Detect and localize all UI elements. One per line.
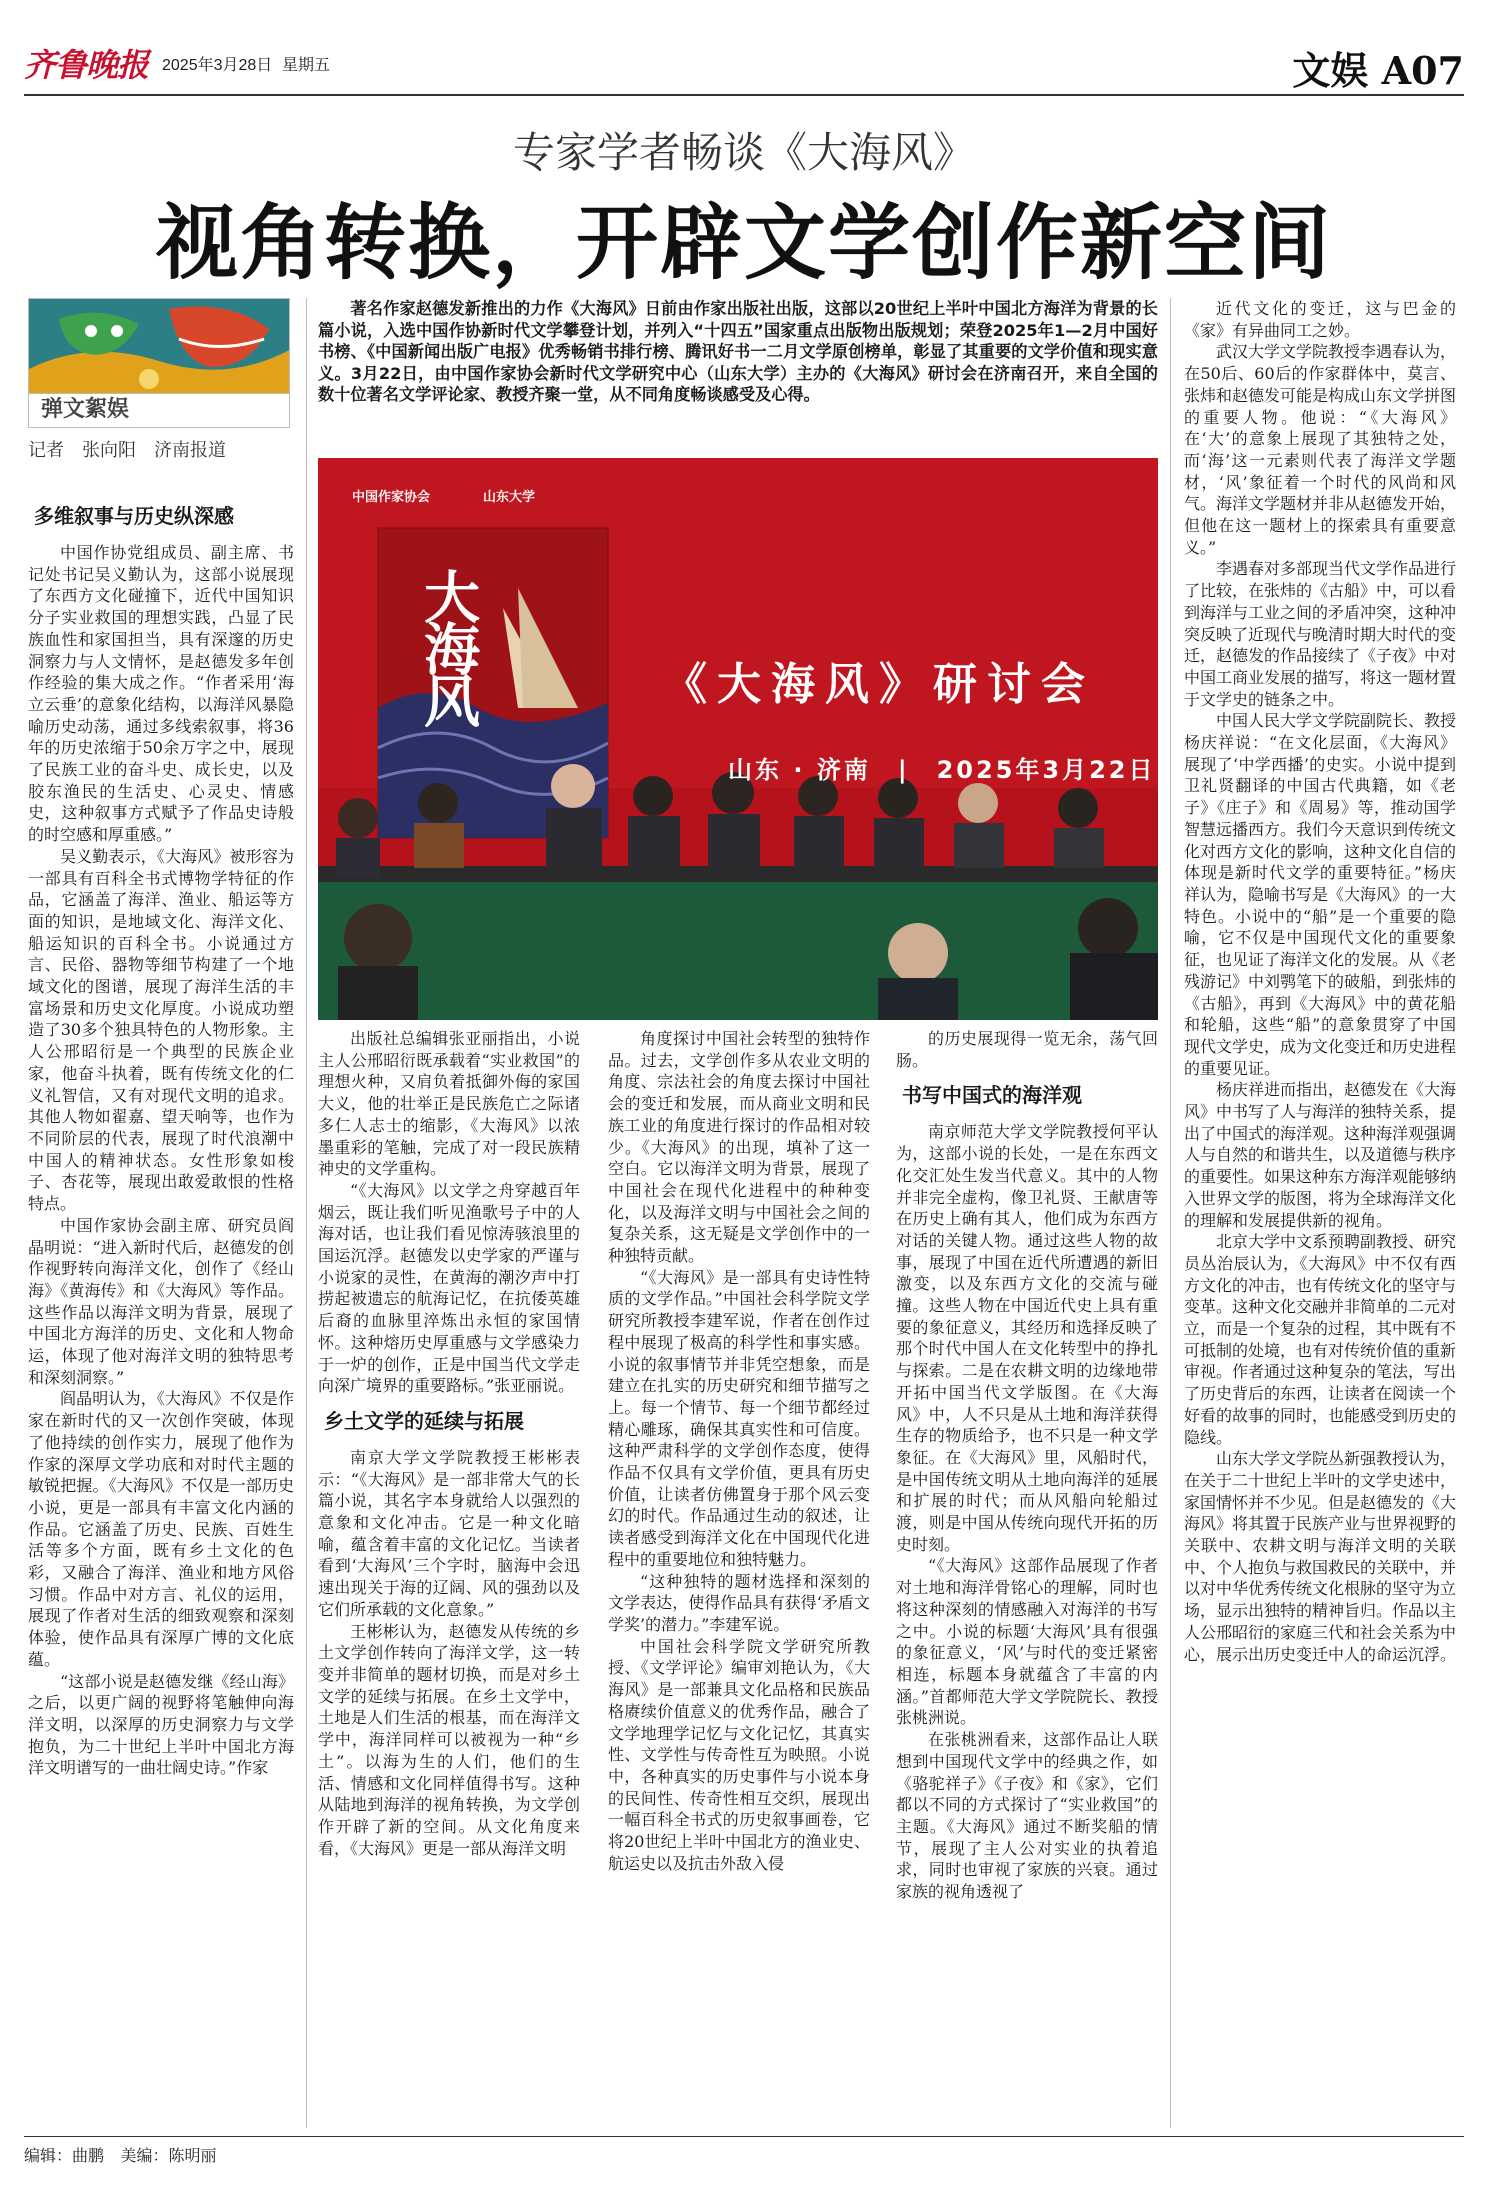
column-badge (28, 298, 290, 428)
paragraph: 王彬彬认为，赵德发从传统的乡土文学创作转向了海洋文学，这一转变并非简单的题材切换，而是对乡土文学的延续与拓展。在乡土文学中，土地是人们生活的根基，而在海洋文学中，海洋同样可以被视为一种“乡土”。以海为生的人们，他们的生活、情感和文化同样值得书写。这种从陆地到海洋的视角转换，为文学创作开辟了新的空间。从文化角度来看，《大海风》更是一部从海洋文明 (318, 1621, 580, 1858)
paragraph: 中国社会科学院文学研究所教授、《文学评论》编审刘艳认为，《大海风》是一部兼具文化品格和民族品格赓续价值意义的优秀作品，融合了文学地理学记忆与文化记忆，其真实性、文学性与传奇性互为映照。小说中，各种真实的历史事件与小说本身的民间性、传奇性相互交织，展现出一幅百科全书式的历史叙事画卷，它将20世纪上半叶中国北方的渔业史、航运史以及抗击外敌入侵 (608, 1636, 870, 1873)
mask-illustration-icon (29, 299, 290, 395)
newspaper-logo: 齐鲁晚报 (24, 46, 149, 84)
banner-place-date: 山东 · 济南 | 2025年3月22日 (728, 756, 1156, 784)
issue-weekday: 星期五 (282, 57, 331, 74)
headline: 视角转换，开辟文学创作新空间 (155, 195, 1332, 291)
paragraph: “《大海风》是一部具有史诗性特质的文学作品。”中国社会科学院文学研究所教授李建军说，作者在创作过程中展现了极高的科学性和事实感。小说的叙事情节并非凭空想象，而是建立在扎实的历史研究和细节描写之上。每一个情节、每一个细节都经过精心雕琢，确保其真实性和可信度。这种严肃科学的文学创作态度，使得作品不仅具有文学价值，更具有历史价值，让读者仿佛置身于那个风云变幻的时代。作品通过生动的叙述，让读者感受到海洋文化在中国现代化进程中的重要地位和独特魅力。 (608, 1267, 870, 1569)
article-column-5 (1184, 298, 1456, 2128)
seminar-scene-image (318, 458, 1158, 1020)
kicker-title: 专家学者畅谈《大海风》 (512, 128, 975, 177)
page-footer (24, 2136, 1464, 2166)
issue-date: 2025年3月28日 (162, 57, 273, 74)
paragraph: 中国作家协会副主席、研究员阎晶明说：“进入新时代后，赵德发的创作视野转向海洋文化，创作了《经山海》《黄海传》和《大海风》等作品。这些作品以海洋文明为背景，展现了中国北方海洋的历史、文化和人物命运，体现了他对海洋文明的独特思考和深刻洞察。” (28, 1215, 294, 1387)
org-logo-cwa: 中国作家协会 (352, 490, 431, 505)
paragraph: 李遇春对多部现当代文学作品进行了比较，在张炜的《古船》中，可以看到海洋与工业之间的矛盾冲突，这种冲突反映了近现代与晚清时期大时代的变迁，赵德发的作品接续了《子夜》中对中国工商业发展的描写，将这一题材置于文学史的链条之中。 (1184, 559, 1456, 709)
banner-title: 《大海风》研讨会 (663, 659, 1095, 710)
byline: 记者 张向阳 济南报道 (28, 440, 226, 461)
paragraph: 杨庆祥进而指出，赵德发在《大海风》中书写了人与海洋的独特关系，提出了中国式的海洋观。这种海洋观强调人与自然的和谐共生，以及道德与秩序的重要性。如果这种东方海洋观能够纳入世界文学的版图，将为全球海洋文化的理解和发展提供新的视角。 (1184, 1080, 1456, 1230)
paragraph: 中国作协党组成员、副主席、书记处书记吴义勤认为，这部小说展现了东西方文化碰撞下，近代中国知识分子实业救国的理想实践，凸显了民族血性和家国担当，具有深邃的历史洞察力与人文情怀，是赵德发多年创作经验的集大成之作。“作者采用‘海立云垂’的意象化结构，以海洋风暴隐喻历史动荡，通过多线索叙事，将36年的历史浓缩于50余万字之中，展现了民族工业的奋斗史、成长史，以及胶东渔民的生活史、心灵史、情感史，这种叙事方式赋予了作品史诗般的时空感和厚重感。” (28, 543, 294, 845)
paragraph: 角度探讨中国社会转型的独特作品。过去，文学创作多从农业文明的角度、宗法社会的角度去探讨中国社会的变迁和发展，而从商业文明和民族工业的角度进行探讨的作品相对较少。《大海风》的出现，填补了这一空白。它以海洋文明为背景，展现了中国社会在现代化进程中的种种变化，以及海洋文明与中国社会之间的复杂关系，这无疑是文学创作中的一种独特贡献。 (608, 1029, 870, 1266)
seminar-photo (318, 458, 1158, 1020)
column-divider (306, 298, 307, 2128)
article-column-3 (608, 1028, 870, 2128)
paragraph: 在张桃洲看来，这部作品让人联想到中国现代文学中的经典之作，如《骆驼祥子》《子夜》和《家》，它们都以不同的方式探讨了“实业救国”的主题。《大海风》通过不断奖船的情节，展现了主人公对实业的执着追求，同时也审视了家族的兴衰。通过家族的视角透视了 (896, 1730, 1158, 1902)
paragraph: “《大海风》这部作品展现了作者对土地和海洋骨铭心的理解，同时也将这种深刻的情感融入对海洋的书写之中。小说的标题‘大海风’具有很强的象征意义，‘风’与时代的变迁紧密相连，标题本身就蕴含了丰富的内涵。”首都师范大学文学院院长、教授张桃洲说。 (896, 1556, 1158, 1728)
paragraph: 阎晶明认为，《大海风》不仅是作家在新时代的又一次创作突破，体现了他持续的创作实力，展现了他作为作家的深厚文学功底和对时代主题的敏锐把握。《大海风》不仅是一部历史小说，更是一部具有丰富文化内涵的作品。它涵盖了历史、民族、百姓生活等多个方面，既有乡土文化的色彩，又融合了海洋、渔业和地方风俗习惯。作品中对方言、礼仪的运用，展现了作者对生活的细致观察和深刻体验，使作品具有深厚广博的文化底蕴。 (28, 1389, 294, 1669)
editor-credit: 编辑：曲鹏 (24, 2148, 105, 2165)
article-column-1 (28, 492, 294, 2128)
section-page: 文娱 A07 (1292, 48, 1464, 93)
paragraph: 吴义勤表示，《大海风》被形容为一部具有百科全书式博物学特征的作品，它涵盖了海洋、渔业、船运等方面的知识，是地域文化、海洋文化、船运知识的百科全书。小说通过方言、民俗、器物等细节构建了一个地域文化的图谱，展现了海洋生活的丰富场景和历史文化厚度。小说成功塑造了30多个独具特色的人物形象。主人公邢昭衍是一个典型的民族企业家，他奋斗执着，既有传统文化的仁义礼智信，又有对现代文明的追求。其他人物如翟嘉、望天响等，也作为不同阶层的代表，展现了时代浪潮中中国人的精神状态。女性形象如梭子、杏花等，展现出敢爱敢恨的性格特点。 (28, 846, 294, 1214)
paragraph: 中国人民大学文学院副院长、教授杨庆祥说：“在文化层面，《大海风》展现了‘中学西播’的史实。小说中提到卫礼贤翻译的中国古代典籍，如《老子》《庄子》和《周易》等，推动国学智慧远播西方。我们今天意识到传统文化对西方文化的影响，这种文化自信的体现是新时代文学的重要特征。”杨庆祥认为，隐喻书写是《大海风》的一大特色。小说中的“船”是一个重要的隐喻，它不仅是中国现代文化的重要象征，也见证了海洋文化的发展。从《老残游记》中刘鹗笔下的破船，到张炜的《古船》，再到《大海风》中的黄花船和轮船，这些“船”的意象贯穿了中国现代文学史，成为文化变迁和历史进程的重要见证。 (1184, 711, 1456, 1078)
org-logo-sdu: 山东大学 (483, 490, 536, 505)
paragraph: 山东大学文学院丛新强教授认为，在关于二十世纪上半叶的文学史述中，家国情怀并不少见。但是赵德发的《大海风》将其置于民族产业与世界视野的关联中、农耕文明与海洋文明的关联中、个人抱负与救国救民的关联中，并以对中华优秀传统文化根脉的坚守为立场，显示出独特的精神旨归。作品以主人公邢昭衍的家庭三代和社会关系为中心，展示出历史变迁中人的命运沉浮。 (1184, 1449, 1456, 1664)
article-column-2 (318, 1028, 580, 2128)
section-heading: 书写中国式的海洋观 (902, 1083, 1082, 1108)
masthead (24, 40, 1464, 96)
paragraph: 南京大学文学院教授王彬彬表示：“《大海风》是一部非常大气的长篇小说，其名字本身就给人以强烈的意象和文化冲击。它是一种文化暗喻，蕴含着丰富的文化记忆。当读者看到‘大海风’三个字时，脑海中会迅速出现关于海的辽阔、风的强劲以及它们所承载的文化意象。” (318, 1447, 580, 1619)
section-heading: 乡土文学的延续与拓展 (324, 1408, 524, 1433)
paragraph: 北京大学中文系预聘副教授、研究员丛治辰认为，《大海风》中不仅有西方文化的冲击，也有传统文化的坚守与变革。这种文化交融并非简单的二元对立，而是一个复杂的过程，其中既有不可抵制的处境，也有对传统价值的重新审视。作者通过这种复杂的笔法，写出了历史背后的东西，让读者在阅读一个好看的故事的同时，也能感受到历史的隐线。 (1184, 1232, 1456, 1447)
column-divider (1170, 298, 1171, 2128)
paragraph: 的历史展现得一览无余，荡气回肠。 (896, 1029, 1158, 1070)
paragraph: “这种独特的题材选择和深刻的文学表达，使得作品具有获得‘矛盾文学奖’的潜力。”李建军说。 (608, 1571, 870, 1634)
paragraph: 出版社总编辑张亚丽指出，小说主人公邢昭衍既承载着“实业救国”的理想火种，又肩负着抵御外侮的家国大义，他的壮举正是民族危亡之际诸多仁人志士的缩影，《大海风》以浓墨重彩的笔触，完成了对一段民族精神史的文学重构。 (318, 1029, 580, 1179)
column-label: 弹文絮娱 (29, 393, 289, 427)
paragraph: 近代文化的变迁，这与巴金的《家》有异曲同工之妙。 (1184, 299, 1456, 340)
paragraph: 武汉大学文学院教授李遇春认为，在50后、60后的作家群体中，莫言、张炜和赵德发可能是构成山东文学拼图的重要人物。他说：“《大海风》在‘大’的意象上展现了其独特之处，而‘海’这一元素则代表了海洋文学题材，‘风’象征着一个时代的风尚和风气。海洋文学题材并非从赵德发开始，但他在这一题材上的探索具有重要意义。” (1184, 342, 1456, 557)
paragraph: 南京师范大学文学院教授何平认为，这部小说的长处，一是在东西文化交汇处生发当代意义。其中的人物并非完全虚构，像卫礼贤、王献唐等在历史上确有其人，他们成为东西方对话的关键人物。通过这些人物的故事，展现了中国在近代所遭遇的新旧激变，以及东西方文化的交流与碰撞。这些人物在中国近代史上具有重要的象征意义，其经历和选择反映了那个时代中国人在文化转型中的挣扎与探索。二是在农耕文明的边缘地带开拓中国当代文学版图。在《大海风》中，人不只是从土地和海洋获得生存的物质给予，也不只是一种文学象征。在《大海风》里，风船时代，是中国传统文明从土地向海洋的延展和扩展的时代；而从风船向轮船过渡，则是中国从传统向现代开拓的历史时刻。 (896, 1122, 1158, 1554)
paragraph: “《大海风》以文学之舟穿越百年烟云，既让我们听见渔歌号子中的人海对话，也让我们看见惊涛骇浪里的国运沉浮。赵德发以史学家的严谨与小说家的灵性，在黄海的潮汐声中打捞起被遗忘的航海记忆，在抗倭英雄后裔的血脉里淬炼出永恒的家国情怀。这种熔历史厚重感与文学感染力于一炉的创作，正是中国当代文学走向深广境界的重要路标。”张亚丽说。 (318, 1180, 580, 1396)
lead-paragraph: 著名作家赵德发新推出的力作《大海风》日前由作家出版社出版，这部以20世纪上半叶中国北方海洋为背景的长篇小说，入选中国作协新时代文学攀登计划，并列入“十四五”国家重点出版物出版规划；荣登2025年1—2月中国好书榜、《中国新闻出版广电报》优秀畅销书排行榜、腾讯好书一二月文学原创榜单，彰显了其重要的文学价值和现实意义。3月22日，由中国作家协会新时代文学研究中心（山东大学）主办的《大海风》研讨会在济南召开，来自全国的数十位著名文学评论家、教授齐聚一堂，从不同角度畅谈感受及心得。 (318, 299, 1158, 404)
book-cover-title: 大海风 (415, 568, 481, 724)
article-column-4 (896, 1028, 1158, 2128)
paragraph: “这部小说是赵德发继《经山海》之后，以更广阔的视野将笔触伸向海洋文明，以深厚的历史洞察力与文学抱负，为二十世纪上半叶中国北方海洋文明谱写的一曲壮阔史诗。”作家 (28, 1671, 294, 1778)
section-heading: 多维叙事与历史纵深感 (34, 504, 234, 528)
art-editor-credit: 美编：陈明丽 (120, 2148, 217, 2165)
